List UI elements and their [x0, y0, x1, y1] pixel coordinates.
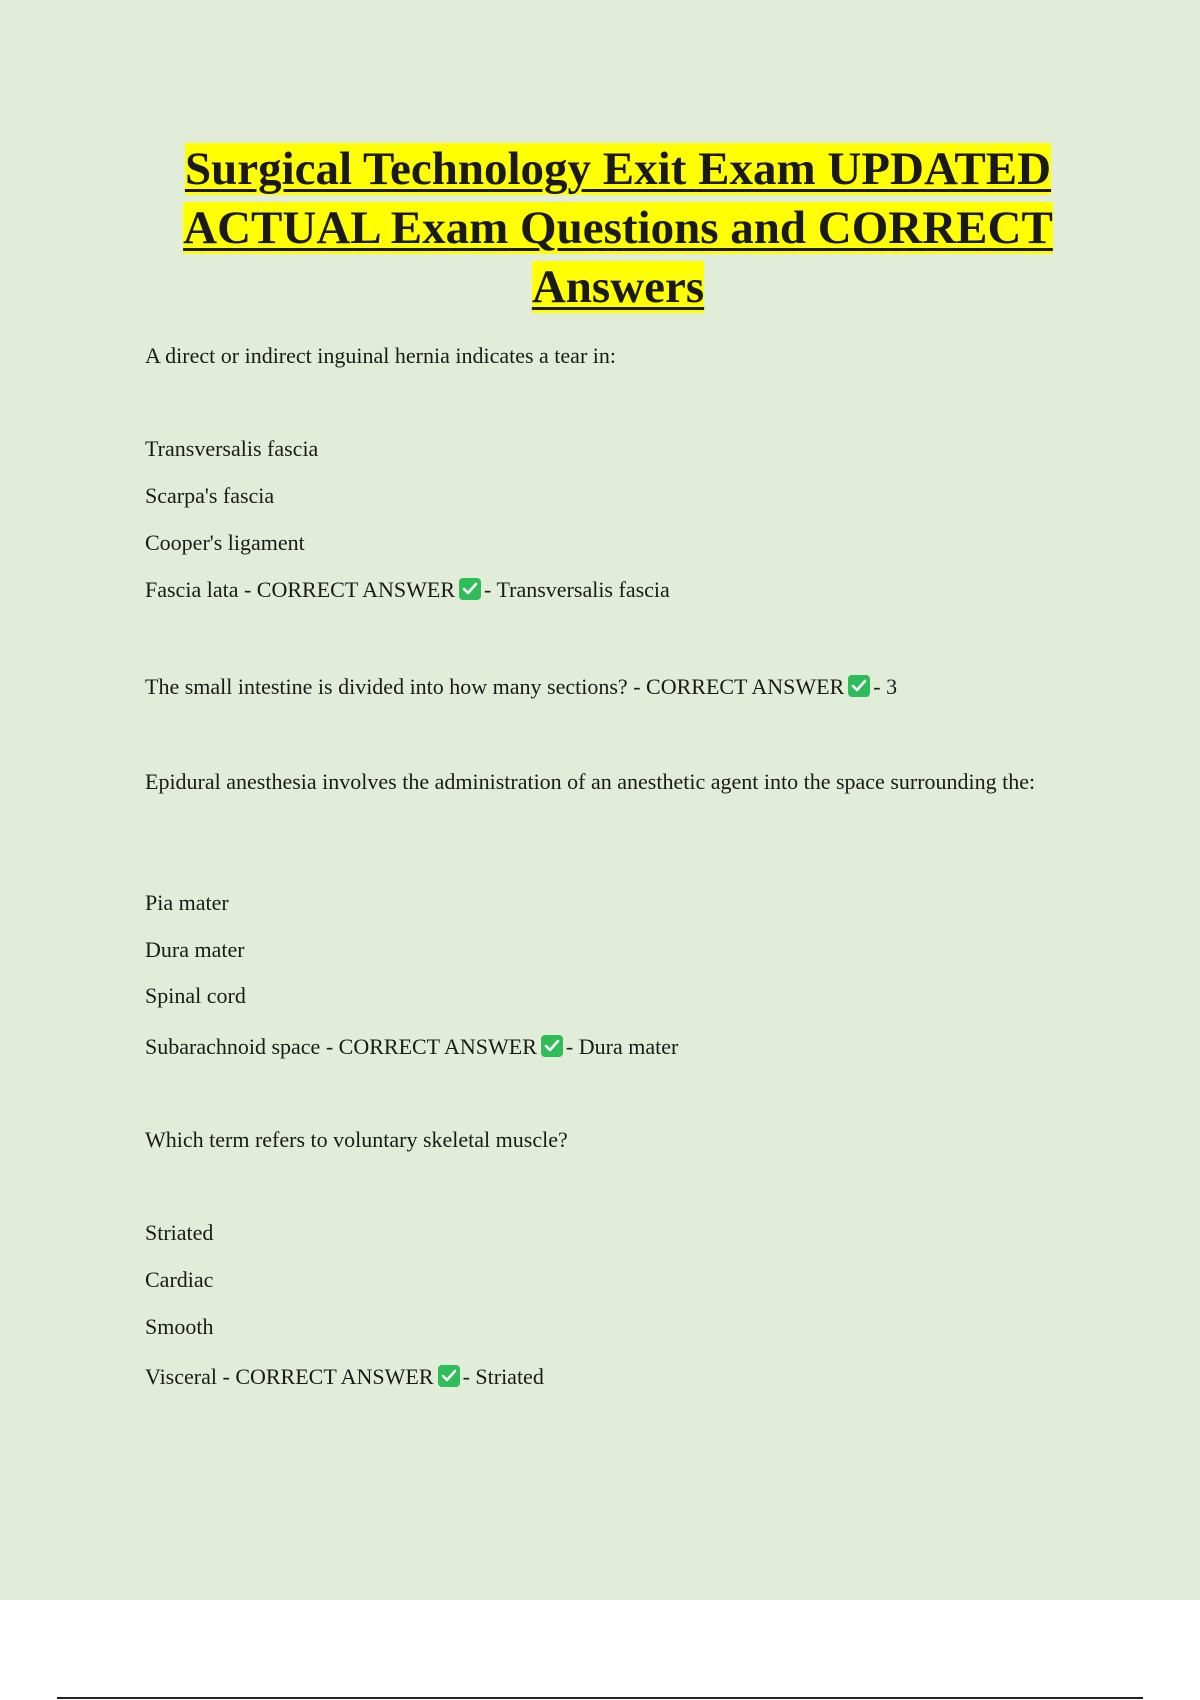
footer-divider	[57, 1697, 1143, 1699]
q1-option-4-with-answer	[145, 575, 670, 605]
document-title: Surgical Technology Exit Exam UPDATED ACTUAL Exam Questions and CORRECT Answers	[183, 143, 1053, 313]
q1-option-1: Transversalis fascia	[145, 436, 319, 461]
question-2-text: The small intestine is divided into how many sections? -	[145, 674, 647, 699]
q1-option-3: Cooper's ligament	[145, 530, 305, 555]
q4-option-2: Cardiac	[145, 1267, 214, 1292]
q1-option-4: Fascia lata -	[145, 577, 257, 602]
q3-option-4: Subarachnoid space -	[145, 1034, 339, 1059]
green-check-icon	[848, 675, 870, 697]
q3-option-2: Dura mater	[145, 937, 245, 962]
q3-option-1: Pia mater	[145, 890, 229, 915]
green-check-icon	[459, 578, 481, 600]
question-2-with-answer	[145, 672, 897, 702]
q3-option-3: Spinal cord	[145, 983, 246, 1008]
correct-answer-label: CORRECT ANSWER	[256, 577, 456, 602]
q3-answer: - Dura mater	[565, 1034, 679, 1059]
q2-answer: - 3	[873, 674, 898, 699]
q4-answer: - Striated	[462, 1364, 544, 1389]
question-1-text: A direct or indirect inguinal hernia indicates a tear in:	[145, 343, 616, 368]
question-4-text: Which term refers to voluntary skeletal muscle?	[145, 1127, 568, 1152]
q4-option-4: Visceral -	[145, 1364, 236, 1389]
q4-option-1: Striated	[145, 1220, 214, 1245]
correct-answer-label: CORRECT ANSWER	[235, 1364, 434, 1389]
correct-answer-label: CORRECT ANSWER	[338, 1034, 537, 1059]
correct-answer-label: CORRECT ANSWER	[646, 674, 845, 699]
q4-option-4-with-answer	[145, 1362, 544, 1392]
green-check-icon	[438, 1365, 460, 1387]
q3-option-4-with-answer	[145, 1032, 678, 1062]
q1-answer: - Transversalis fascia	[484, 577, 670, 602]
q1-option-2: Scarpa's fascia	[145, 483, 275, 508]
question-3-text: Epidural anesthesia involves the administration of an anesthetic agent into the space surrounding the:	[145, 769, 1036, 794]
green-check-icon	[541, 1035, 563, 1057]
q4-option-3: Smooth	[145, 1314, 214, 1339]
